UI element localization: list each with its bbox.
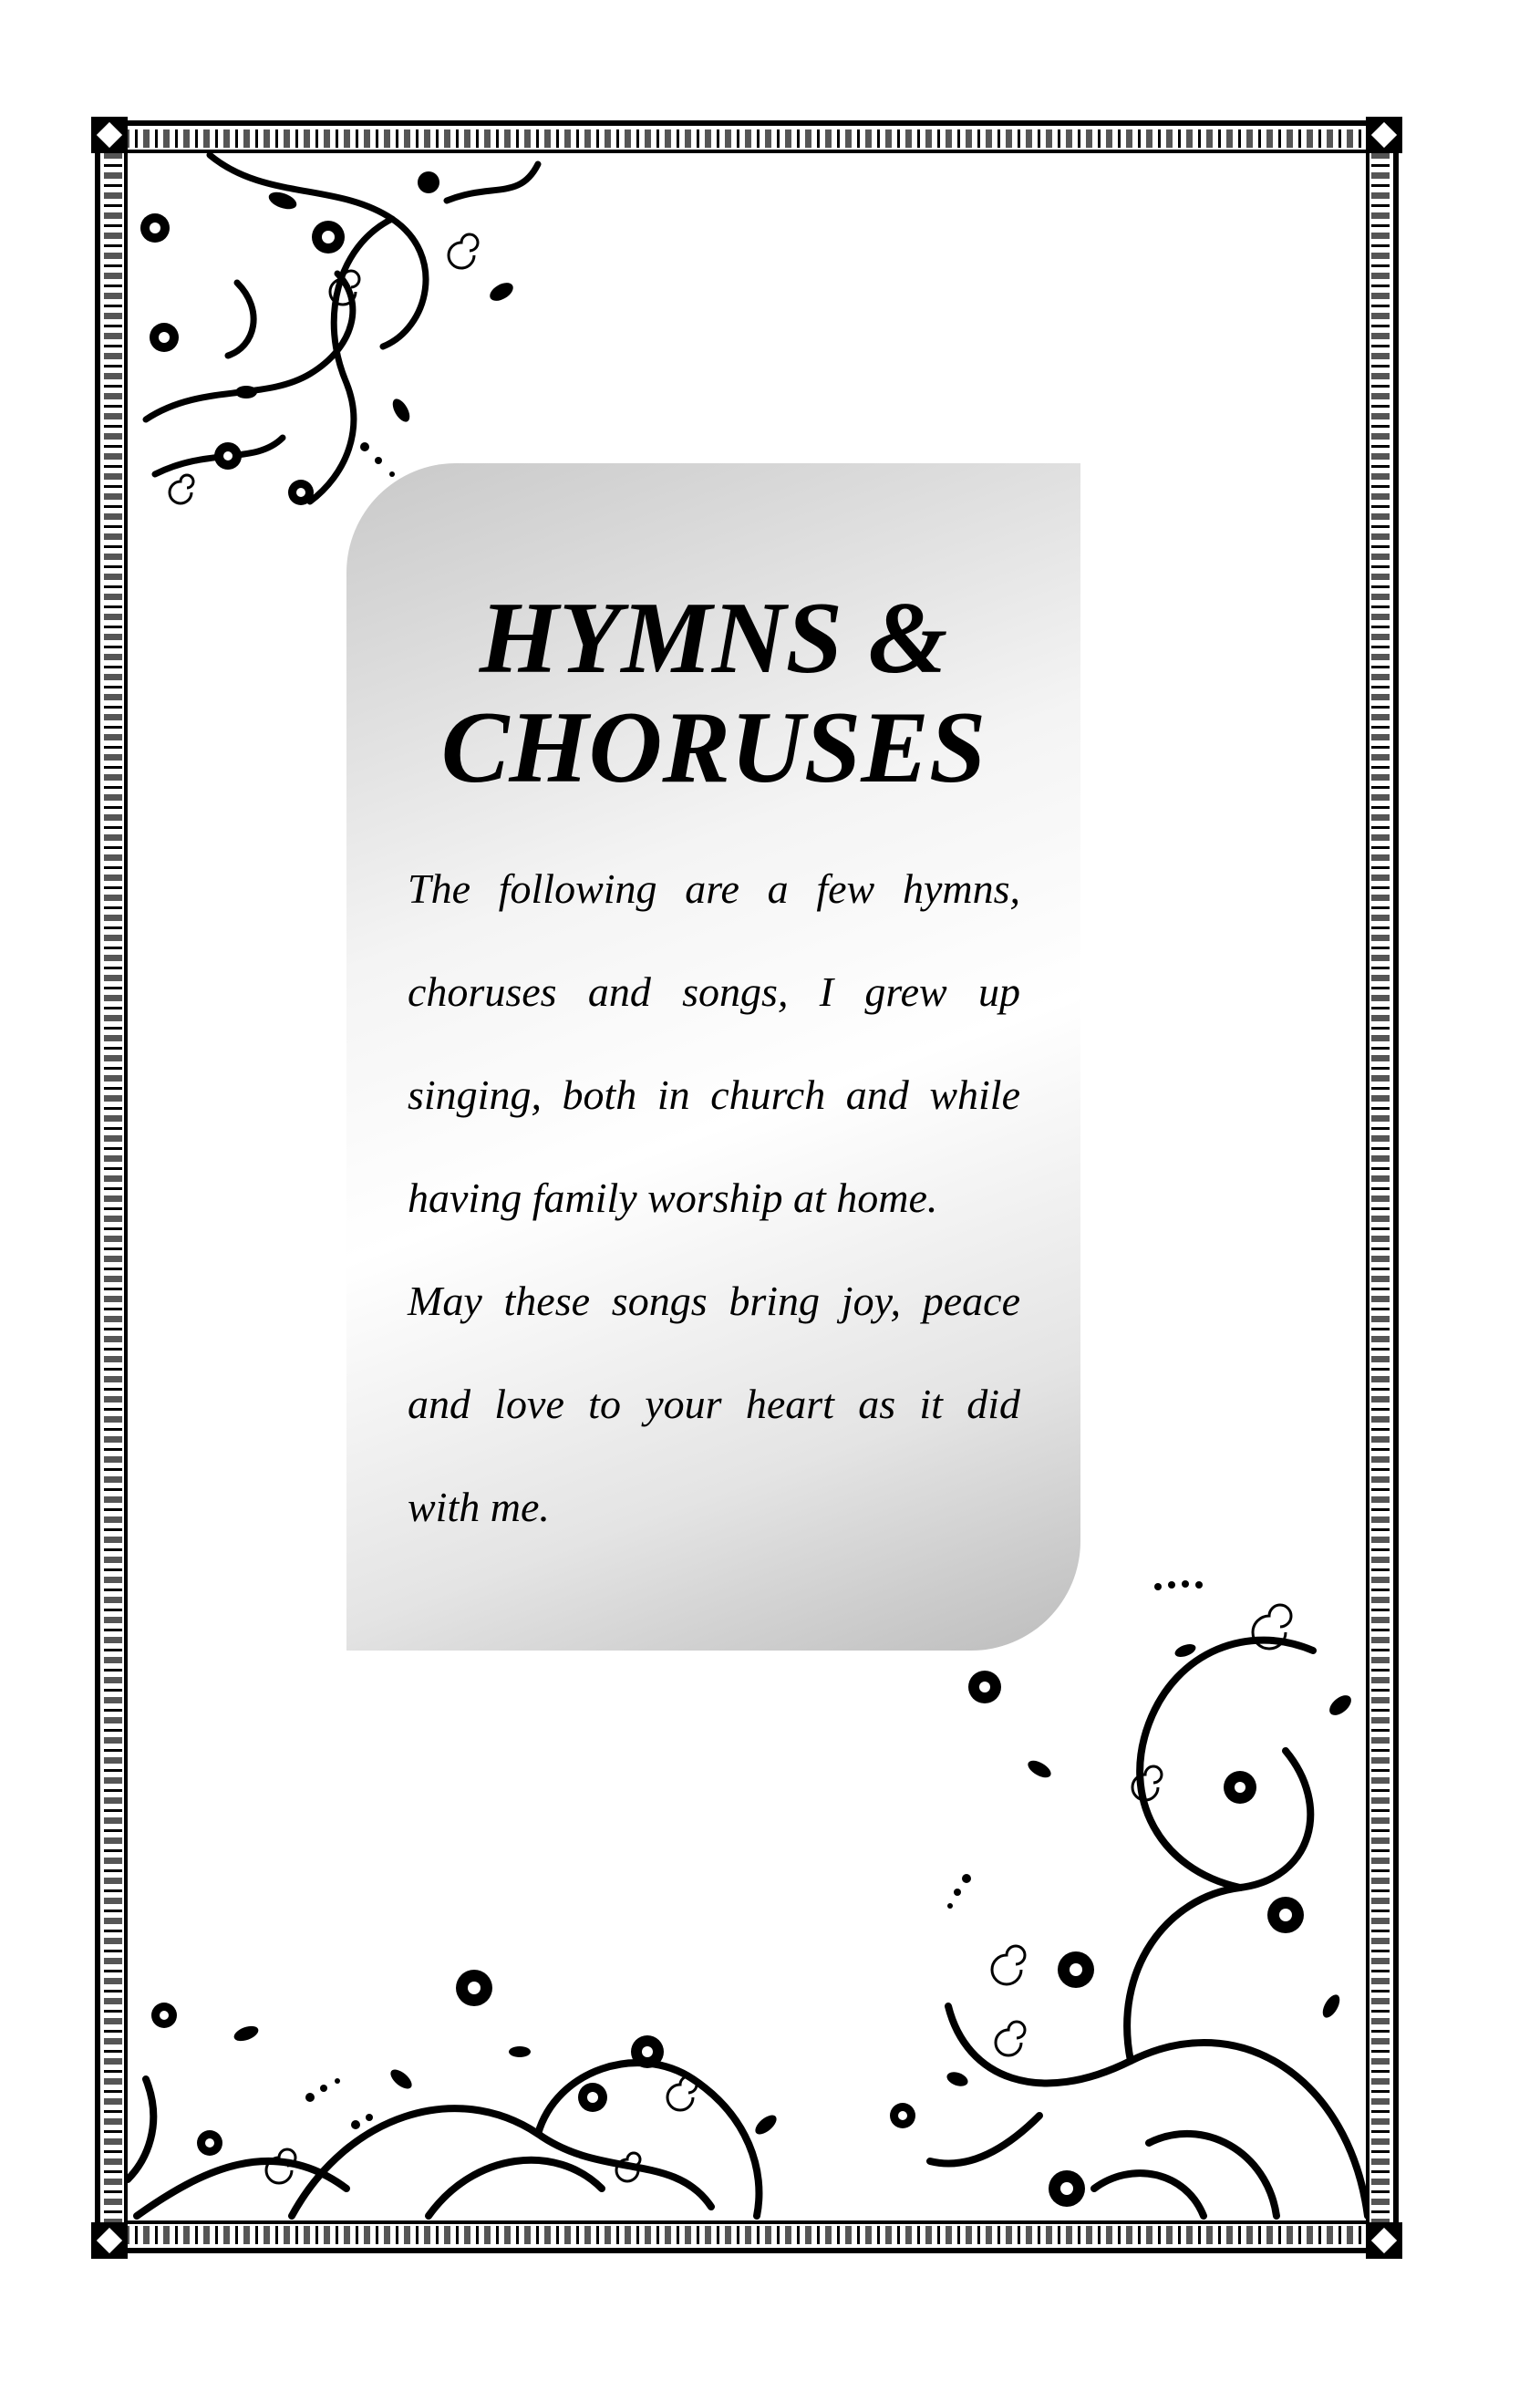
corner-ornament-bottom-left (91, 2222, 128, 2259)
floral-swirl-bottom-right-icon (857, 1568, 1368, 2225)
chain-border-left (104, 140, 122, 2233)
paragraph-line: choruses and songs, I grew up (408, 968, 1020, 1015)
chain-border-right (1371, 140, 1390, 2233)
paragraph-line: singing, both in church and while (408, 1071, 1020, 1118)
chain-border-bottom (115, 2226, 1379, 2244)
paragraph-line: The following are a few hymns, (408, 865, 1020, 912)
title-line: HYMNS & (479, 582, 948, 695)
intro-paragraph (408, 857, 1020, 1578)
corner-ornament-top-right (1366, 117, 1402, 153)
chain-border-top (115, 129, 1379, 148)
paragraph-line: having family worship at home. (408, 1175, 938, 1221)
paragraph-line: and love to your heart as it did (408, 1381, 1020, 1427)
corner-ornament-top-left (91, 117, 128, 153)
corner-ornament-bottom-right (1366, 2222, 1402, 2259)
paragraph-line: with me. (408, 1484, 550, 1530)
page-title (383, 584, 1044, 802)
floral-swirl-bottom-left-icon (128, 1915, 821, 2225)
title-line: CHORUSES (440, 691, 987, 804)
paragraph-line: May these songs bring joy, peace (408, 1278, 1020, 1324)
